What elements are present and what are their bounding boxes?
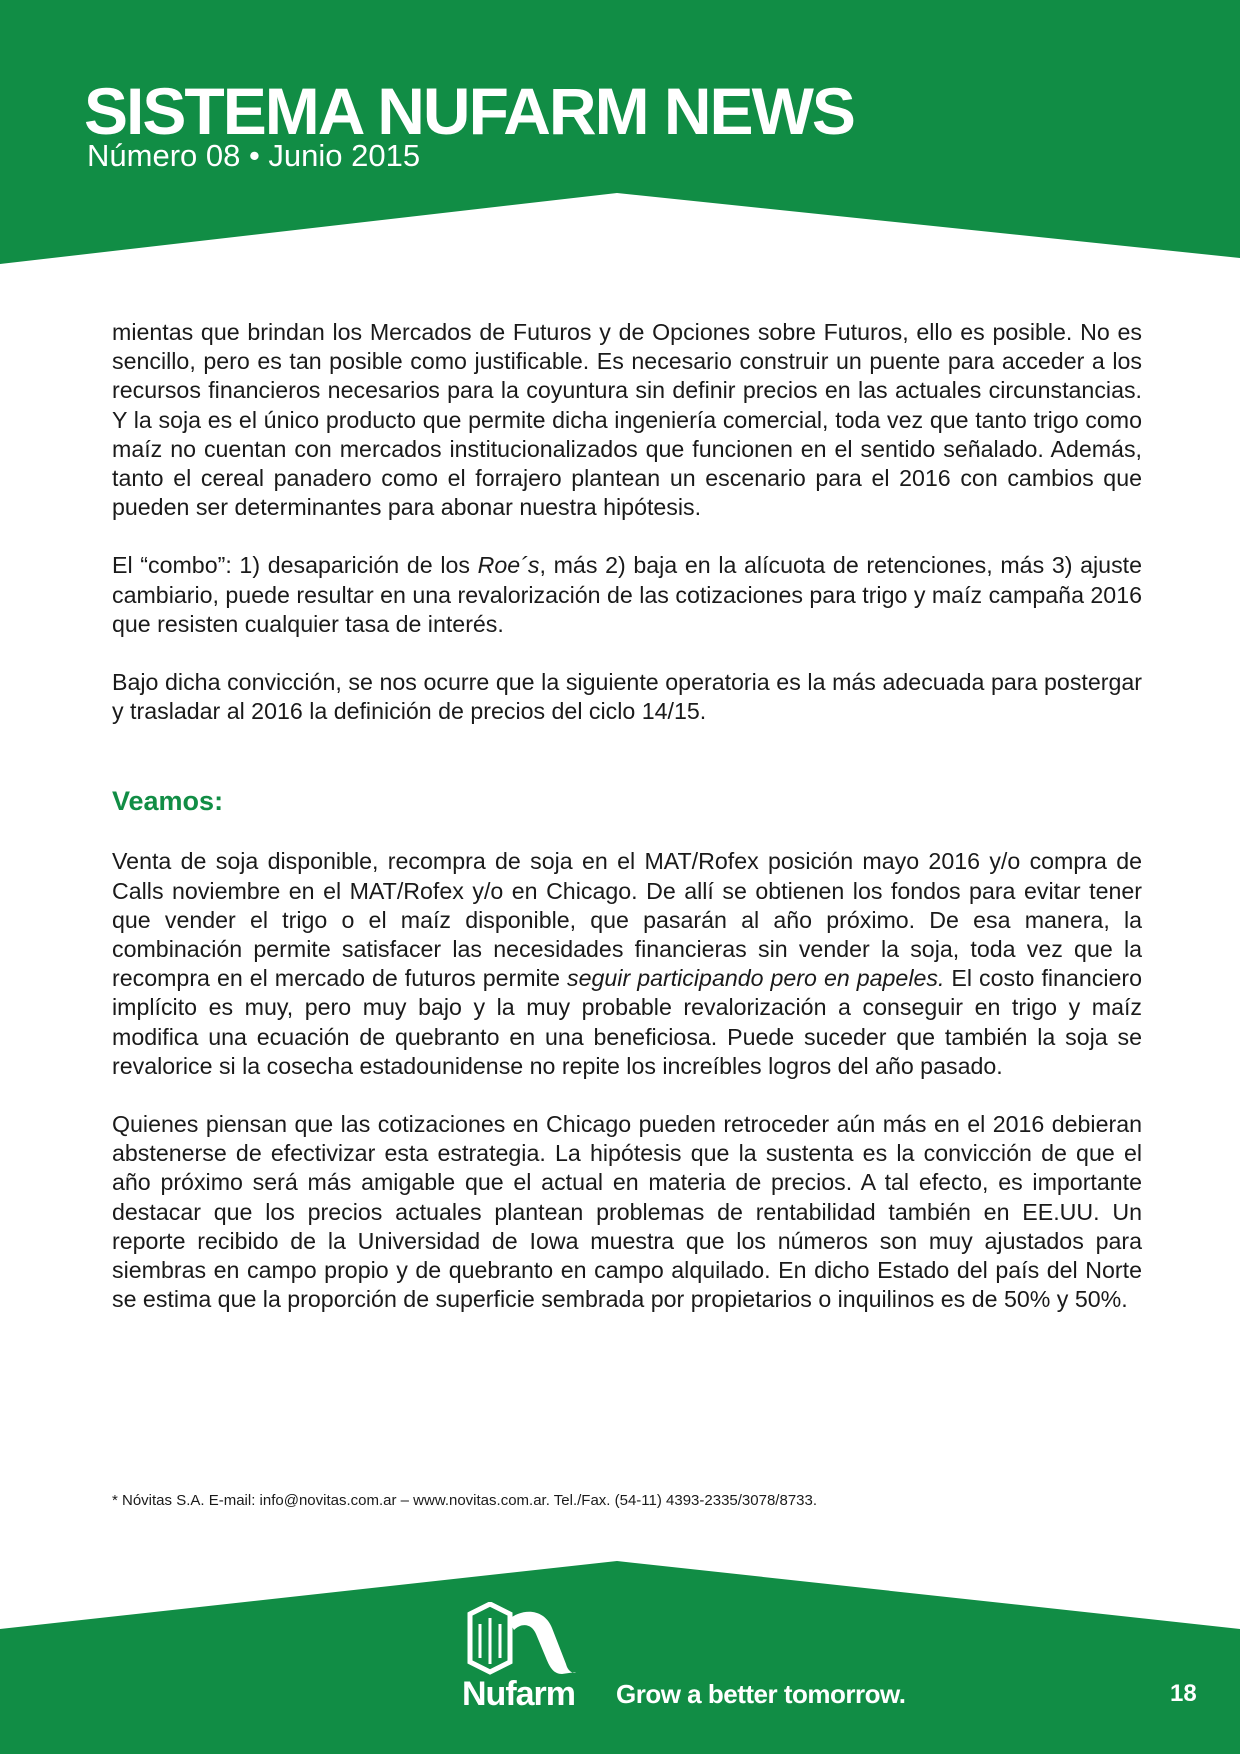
page-title: SISTEMA NUFARM NEWS [84,74,854,148]
footer-band [0,1555,1240,1754]
paragraph: Venta de soja disponible, recompra de soja en el MAT/Rofex posición mayo 2016 y/o compra de Calls noviembre en el MAT/Rofex y/o en Chicago. De allí se obtienen los fondos para evitar tener que vender el trigo o el maíz disponible, que pasarán al año próximo. De esa manera, la combinación permite satisfacer las necesidades financieras sin vender la soja, toda vez que la recompra en el mercado de futuros permite seguir participando pero en papeles. El costo financiero implícito es muy, pero muy bajo y la muy probable revalorización a conseguir en trigo y maíz modifica una ecuación de quebranto en una beneficiosa. Puede suceder que también la soja se revalorice si la cosecha estadounidense no repite los increíbles logros del año pasado. [112,848,1142,1079]
page-number: 18 [1170,1680,1197,1707]
paragraph: Quienes piensan que las cotizaciones en Chicago pueden retroceder aún más en el 2016 debieran abstenerse de efectivizar esta estrategia. La hipótesis que la sustenta es la convicción de que el año próximo será más amigable que el actual en materia de precios. A tal efecto, es importante destacar que los precios actuales plantean problemas de rentabilidad también en EE.UU. Un reporte recibido de la Universidad de Iowa muestra que los números son muy ajustados para siembras en campo propio y de quebranto en campo alquilado. En dicho Estado del país del Norte se estima que la proporción de superficie sembrada por propietarios o inquilinos es de 50% y 50%. [112,1111,1142,1313]
article-body [112,318,1142,1343]
tagline: Grow a better tomorrow. [616,1679,906,1709]
issue-subtitle: Número 08 • Junio 2015 [87,138,421,173]
nufarm-logo-icon [462,1602,578,1684]
paragraph: Bajo dicha convicción, se nos ocurre que la siguiente operatoria es la más adecuada para postergar y trasladar al 2016 la definición de precios del ciclo 14/15. [112,669,1142,725]
nufarm-wordmark: Nufarm [462,1675,576,1713]
section-heading: Veamos: [112,786,224,817]
paragraph: El “combo”: 1) desaparición de los Roe´s, más 2) baja en la alícuota de retenciones, más 3) ajuste cambiario, puede resultar en una revalorización de las cotizaciones para trigo y maíz campaña 2016 que resisten cualquier tasa de interés. [112,552,1142,637]
footnote: * Nóvitas S.A. E-mail: info@novitas.com.ar – www.novitas.com.ar. Tel./Fax. (54-11) 4393-2335/3078/8733. [112,1492,818,1509]
paragraph: mientas que brindan los Mercados de Futuros y de Opciones sobre Futuros, ello es posible. No es sencillo, pero es tan posible como justificable. Es necesario construir un puente para acceder a los recursos financieros necesarios para la coyuntura sin definir precios en las actuales circunstancias. Y la soja es el único producto que permite dicha ingeniería comercial, toda vez que tanto trigo como maíz no cuentan con mercados institucionalizados que funcionen en el sentido señalado. Además, tanto el cereal panadero como el forrajero plantean un escenario para el 2016 con cambios que pueden ser determinantes para abonar nuestra hipótesis. [112,319,1142,521]
